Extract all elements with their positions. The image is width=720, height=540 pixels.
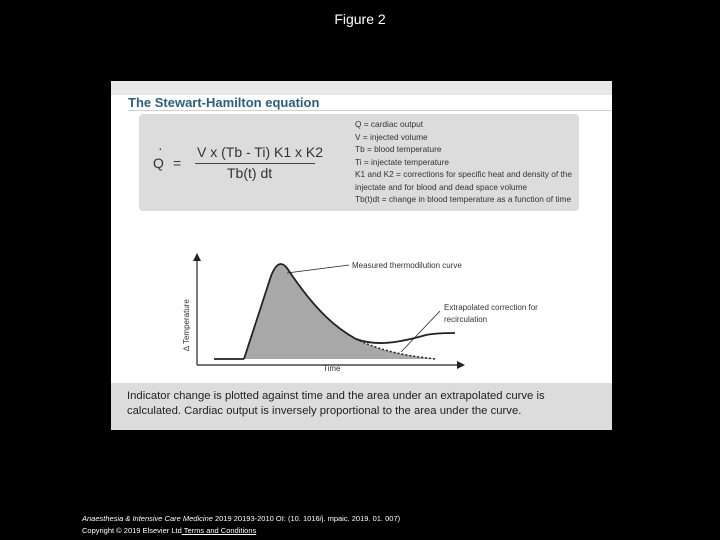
- callout-measured-label: Measured thermodilution curve: [352, 261, 462, 270]
- terms-link[interactable]: Terms and Conditions: [181, 526, 257, 535]
- citation-text: 2019 20193-2010 OI: (10. 1016/j. mpaic. 2019. 01. 007): [212, 514, 401, 523]
- citation-line: [82, 513, 400, 525]
- copyright-text: Copyright © 2019 Elsevier Ltd: [82, 526, 182, 535]
- equation-lhs: Q: [153, 155, 164, 171]
- definition-item: Ti = injectate temperature: [355, 156, 450, 167]
- equation-dot: ·: [158, 140, 163, 156]
- area-under-curve: [244, 264, 436, 359]
- callout-line-measured: [287, 265, 349, 273]
- definition-item: Q = cardiac output: [355, 119, 424, 129]
- journal-name: Anaesthesia & Intensive Care Medicine: [82, 514, 213, 523]
- thermodilution-diagram: [111, 81, 612, 383]
- equation-equals: =: [173, 155, 182, 171]
- figure-heading: The Stewart-Hamilton equation: [128, 95, 320, 110]
- definition-item: Tb(t)dt = change in blood temperature as a function of time: [355, 194, 572, 204]
- equation-numerator: V x (Tb - Ti) K1 x K2: [197, 144, 324, 160]
- definition-item: V = injected volume: [355, 131, 428, 142]
- slide-title: Figure 2: [334, 11, 386, 27]
- definition-item: injectate and for blood and dead space volume: [355, 181, 528, 192]
- figure-panel: [111, 81, 612, 430]
- definition-item: K1 and K2 = corrections for specific heat and density of the: [355, 169, 572, 179]
- y-axis-label: ∆ Temperature: [182, 299, 191, 351]
- callout-extrapolated-label-2: recirculation: [444, 315, 488, 324]
- caption-box: [111, 383, 612, 430]
- callout-line-extrapolated: [401, 311, 440, 352]
- caption-text: Indicator change is plotted against time and the area under an extrapolated curve is calculated. Cardiac output is inversely proportional to the area under the curve.: [127, 390, 545, 417]
- x-axis-label: Time: [323, 364, 341, 373]
- definition-item: Tb = blood temperature: [355, 144, 442, 154]
- equation-denominator: Tb(t) dt: [227, 165, 273, 181]
- callout-extrapolated-label-1: Extrapolated correction for: [444, 303, 538, 312]
- footer: [82, 513, 400, 537]
- copyright-line: [82, 525, 400, 537]
